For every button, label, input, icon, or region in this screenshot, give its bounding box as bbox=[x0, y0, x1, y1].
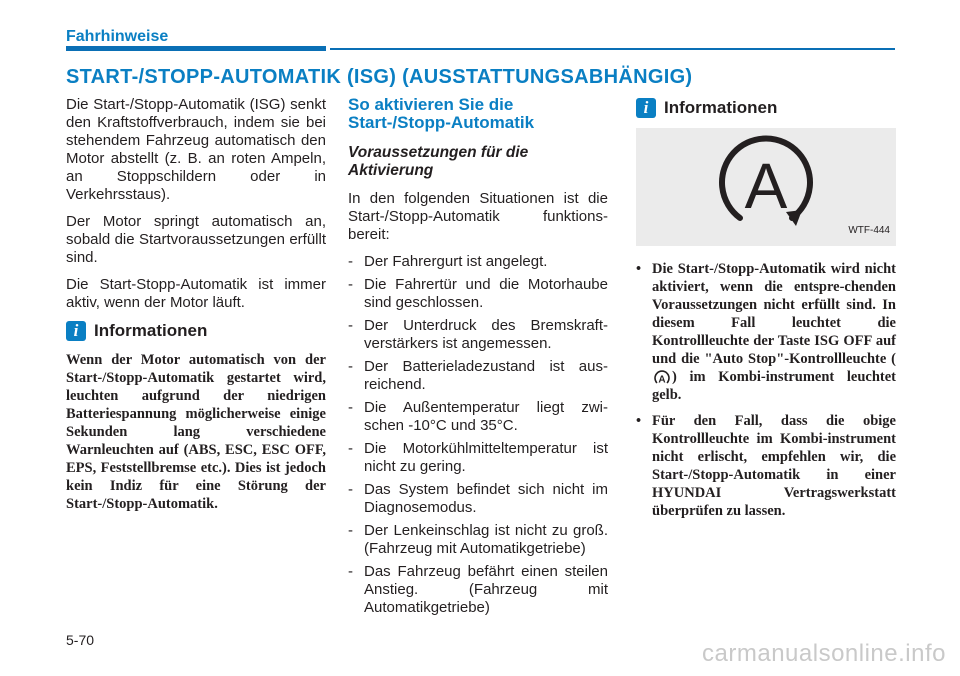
requirements-intro: In den folgenden Situationen ist die Start-/Stopp-Automatik funktions-bereit: bbox=[348, 190, 608, 243]
list-item: - Der Fahrergurt ist angelegt. bbox=[348, 253, 608, 271]
figure-code: WTF-444 bbox=[848, 225, 890, 236]
bullet-text-b: ) im Kombi-instrument leuchtet gelb. bbox=[652, 369, 896, 403]
header-bar-thick bbox=[66, 46, 326, 51]
list-item: - Der Lenkeinschlag ist nicht zu groß. (Fahrzeug mit Automatikgetriebe) bbox=[348, 522, 608, 558]
list-item: - Die Außentemperatur liegt zwi-schen -10°C und 35°C. bbox=[348, 399, 608, 435]
list-item: - Die Motorkühlmitteltemperatur ist nicht zu gering. bbox=[348, 440, 608, 476]
info-header bbox=[636, 98, 896, 118]
restart-paragraph: Der Motor springt automatisch an, sobald die Startvoraussetzungen erfüllt sind. bbox=[66, 213, 326, 266]
list-item: - Die Fahrertür und die Motorhaube sind geschlossen. bbox=[348, 276, 608, 312]
active-paragraph: Die Start-Stopp-Automatik ist immer aktiv, wenn der Motor läuft. bbox=[66, 276, 326, 311]
column-1 bbox=[66, 96, 326, 513]
page-title: START-/STOPP-AUTOMATIK (ISG) (AUSSTATTUNGSABHÄNGIG) bbox=[66, 66, 693, 88]
intro-paragraph: Die Start-/Stopp-Automatik (ISG) senkt den Kraftstoffverbrauch, indem sie bei stehendem Fahrzeug automatisch den Motor abstellt (z. B. an roten Ampeln, an Stoppschildern oder in Verkehrsstaus). bbox=[66, 96, 326, 203]
bullet-text-a: Die Start-/Stopp-Automatik wird nicht aktiviert, wenn die entspre-chenden Voraussetzungen nicht erfüllt sind. In diesem Fall leuchtet die Kontrollleuchte der Taste ISG OFF auf und die "Auto Stop"-Kontrollleuchte ( bbox=[652, 261, 896, 367]
list-item: • Für den Fall, dass die obige Kontrollleuchte im Kombi-instrument nicht erlischt, empfehlen wir, die Start-/Stopp-Automatik in einer HYUNDAI Vertragswerkstatt überprüfen zu lassen. bbox=[636, 412, 896, 520]
info-label: Informationen bbox=[664, 98, 778, 117]
info-label: Informationen bbox=[94, 321, 208, 340]
activation-heading: So aktivieren Sie die Start-/Stopp-Automatik bbox=[348, 95, 535, 132]
info-text: Wenn der Motor automatisch von der Start-/Stopp-Automatik gestartet wird, leuchten aufgrund der niedrigen Batteriespannung möglicherweise einige Sekunden lang verschiedene Warnleuchten auf (ABS, ESC, ESC OFF, EPS, Feststellbremse etc.). Dies ist jedoch kein Indiz für eine Störung der Start-/Stopp-Automatik. bbox=[66, 352, 326, 512]
section-title: Fahrhinweise bbox=[66, 28, 169, 45]
column-2 bbox=[348, 96, 608, 622]
watermark: carmanualsonline.info bbox=[702, 640, 946, 667]
info-header bbox=[66, 321, 326, 341]
auto-stop-letter: A bbox=[744, 150, 788, 222]
requirements-subheading: Voraussetzungen für die Aktivierung bbox=[348, 144, 529, 179]
column-3 bbox=[636, 96, 896, 528]
list-item: - Das System befindet sich nicht im Diagnosemodus. bbox=[348, 481, 608, 517]
page-number: 5-70 bbox=[66, 632, 95, 648]
auto-stop-figure bbox=[636, 128, 896, 246]
list-item: - Das Fahrzeug befährt einen steilen Anstieg. (Fahrzeug mit Automatikgetriebe) bbox=[348, 563, 608, 617]
requirements-list bbox=[348, 253, 608, 617]
list-item bbox=[636, 260, 896, 404]
auto-stop-icon bbox=[652, 370, 672, 386]
list-item: - Der Unterdruck des Bremskraft-verstärkers ist angemessen. bbox=[348, 317, 608, 353]
svg-text:A: A bbox=[658, 374, 666, 386]
info-icon: i bbox=[636, 98, 656, 118]
info-bullets bbox=[636, 260, 896, 520]
info-icon: i bbox=[66, 321, 86, 341]
header-bar-thin bbox=[330, 48, 895, 50]
list-item: - Der Batterieladezustand ist aus-reichend. bbox=[348, 358, 608, 394]
